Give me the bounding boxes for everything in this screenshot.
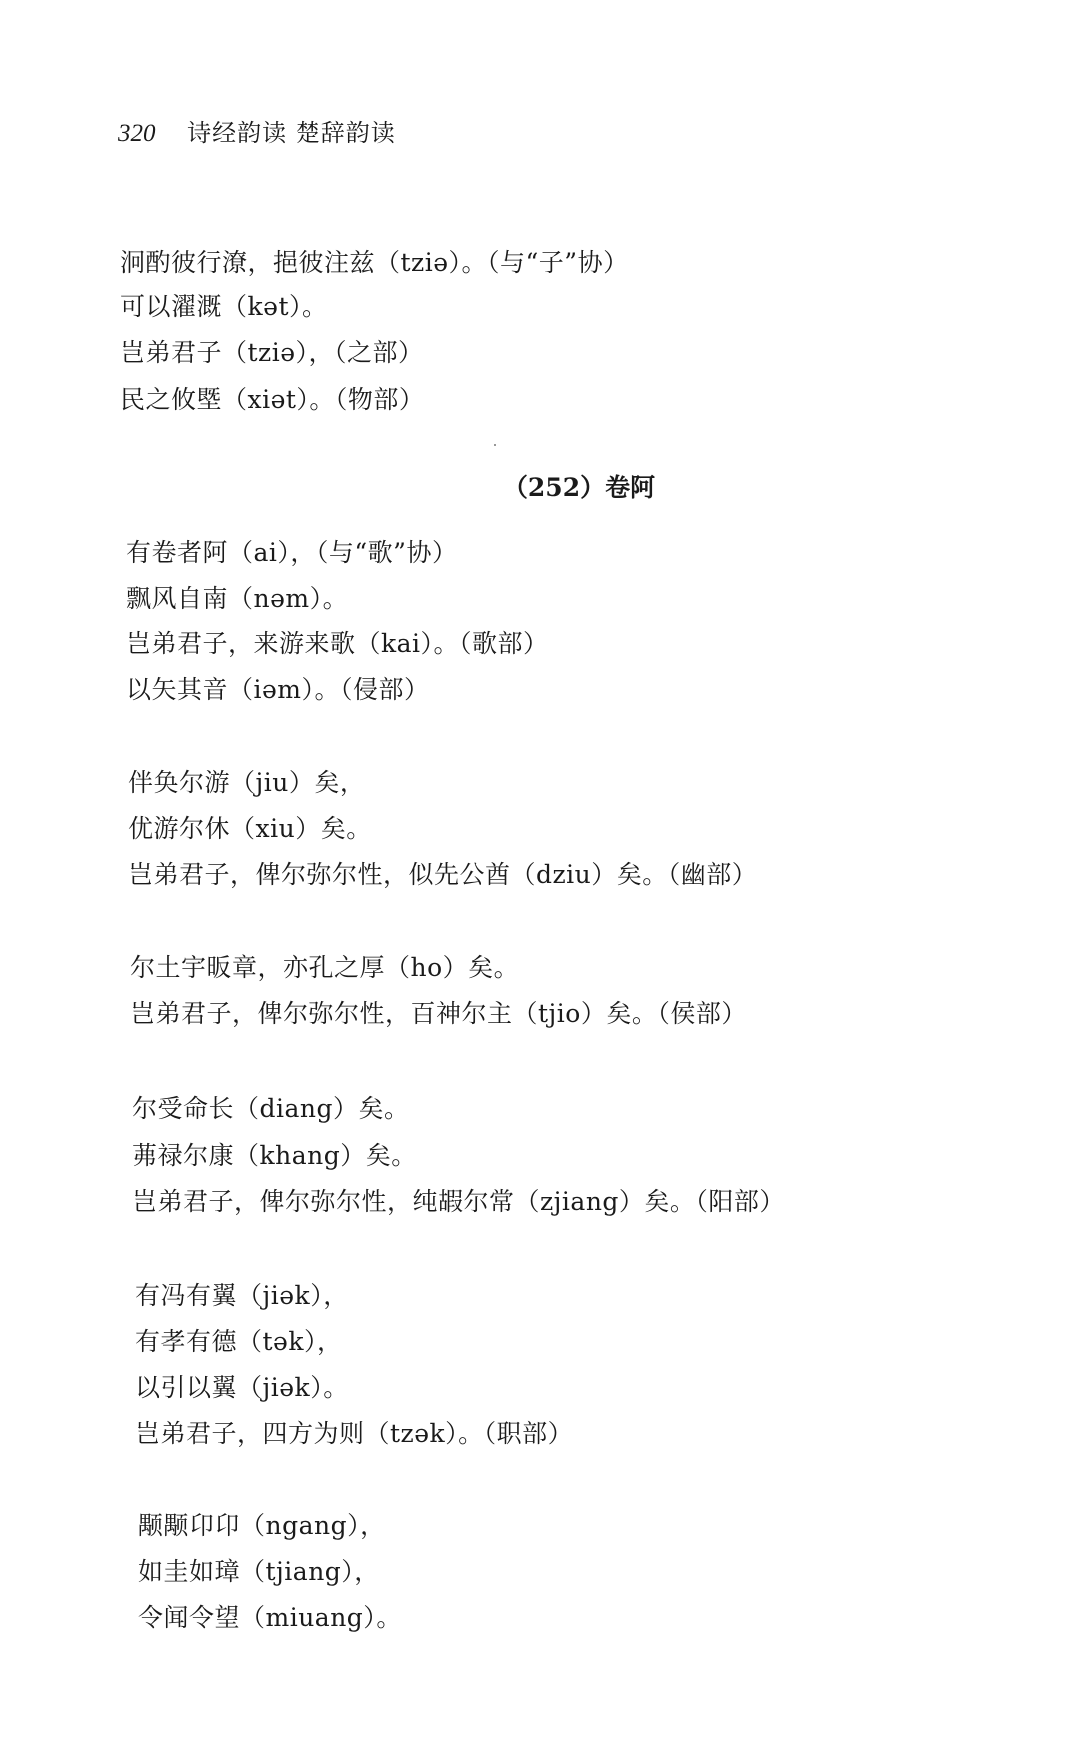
verse-line: 岂弟君子，来游来歌（kai）。（歌部）: [126, 629, 549, 658]
verse-line: 可以濯溉（kət）。: [120, 292, 328, 321]
verse-line: 民之攸塈（xiət）。（物部）: [120, 385, 425, 414]
page-speck: [494, 444, 496, 446]
verse-line: 颙颙卬卬（ngang），: [138, 1511, 386, 1540]
verse-line: 以矢其音（iəm）。（侵部）: [126, 675, 430, 704]
verse-line: 以引以翼（jiək）。: [135, 1373, 349, 1402]
verse-line: 岂弟君子，俾尔弥尔性，纯嘏尔常（zjiang）矣。（阳部）: [132, 1187, 785, 1216]
poem-title: （252）卷阿: [502, 473, 656, 502]
verse-line: 伴奂尔游（jiu）矣，: [128, 768, 366, 797]
verse-line: 令闻令望（miuang）。: [138, 1603, 402, 1632]
verse-line: 岂弟君子，俾尔弥尔性，百神尔主（tjio）矣。（侯部）: [130, 999, 747, 1028]
running-title: 诗经韵读 楚辞韵读: [187, 119, 396, 147]
verse-line: 有冯有翼（jiək），: [135, 1281, 349, 1310]
verse-line: 有卷者阿（ai），（与“歌”协）: [126, 538, 458, 567]
verse-line: 如圭如璋（tjiang），: [138, 1557, 380, 1586]
verse-line: 泂酌彼行潦，挹彼注兹（tziə）。（与“子”协）: [120, 248, 629, 277]
verse-line: 岂弟君子，四方为则（tzək）。（职部）: [135, 1419, 574, 1448]
verse-line: 有孝有德（tək），: [135, 1327, 343, 1356]
verse-line: 优游尔休（xiu）矣。: [128, 814, 372, 843]
page-header: [118, 118, 396, 149]
verse-line: 岂弟君子，俾尔弥尔性，似先公酋（dziu）矣。（幽部）: [128, 860, 758, 889]
verse-line: 飘风自南（nəm）。: [126, 584, 349, 613]
verse-line: 尔土宇昄章，亦孔之厚（ho）矣。: [130, 953, 520, 982]
verse-line: 岂弟君子（tziə），（之部）: [120, 338, 424, 367]
verse-line: 尔受命长（diang）矣。: [132, 1094, 410, 1123]
verse-line: 茀禄尔康（khang）矣。: [132, 1141, 417, 1170]
page-number: 320: [118, 120, 156, 147]
